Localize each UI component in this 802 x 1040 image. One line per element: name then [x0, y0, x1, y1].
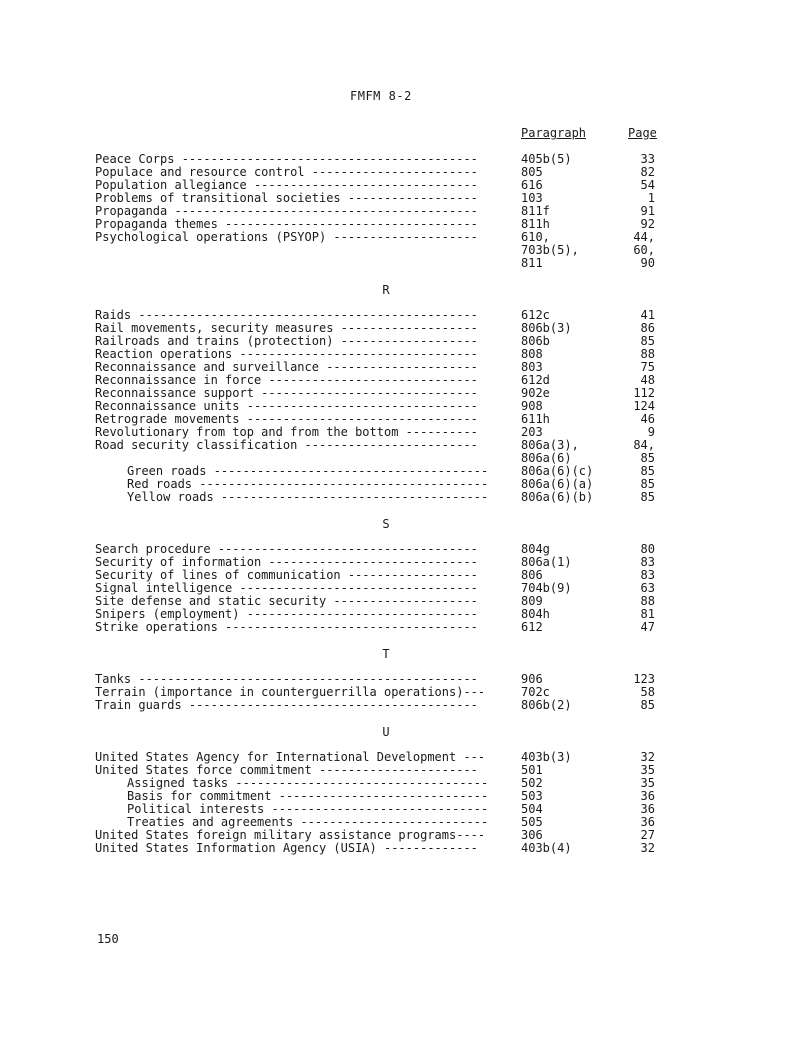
page-ref: 85 [640, 477, 655, 491]
page-ref: 85 [640, 698, 655, 712]
paragraph-ref: 403b(3) [521, 750, 572, 764]
paragraph-ref: 902e [521, 386, 550, 400]
paragraph-ref: 806a(1) [521, 555, 572, 569]
paragraph-ref: 503 [521, 789, 543, 803]
paragraph-ref: 806a(6)(c) [521, 464, 594, 478]
index-entry [0, 153, 802, 166]
page-ref: 35 [640, 776, 655, 790]
index-entry [0, 595, 802, 608]
paragraph-ref: 806b [521, 334, 550, 348]
paragraph-ref: 505 [521, 815, 543, 829]
index-term: United States foreign military assistance programs---- [95, 829, 486, 842]
page-ref: 63 [640, 581, 655, 595]
index-entry [0, 569, 802, 582]
page-ref: 9 [647, 425, 655, 439]
index-entry [0, 491, 802, 504]
index-entry [0, 400, 802, 413]
index-entry [0, 816, 802, 829]
paragraph-ref: 908 [521, 399, 543, 413]
index-term: Signal intelligence --------------------------------- [95, 582, 478, 595]
paragraph-ref: 906 [521, 672, 543, 686]
index-entry [0, 218, 802, 231]
paragraph-ref: 612c [521, 308, 550, 322]
page-ref: 58 [640, 685, 655, 699]
index-term: Site defense and static security -------------------- [95, 595, 478, 608]
paragraph-ref: 809 [521, 594, 543, 608]
index-term: Rail movements, security measures ------------------- [95, 322, 478, 335]
index-entry [0, 426, 802, 439]
index-entry [0, 686, 802, 699]
paragraph-ref: 611h [521, 412, 550, 426]
index-entry [0, 322, 802, 335]
index-entry [0, 621, 802, 634]
index-term: Terrain (importance in counterguerrilla operations)--- [95, 686, 486, 699]
index-entry [0, 790, 802, 803]
index-entry [0, 335, 802, 348]
page-ref: 1 [647, 191, 655, 205]
index-term: Populace and resource control ----------------------- [95, 166, 478, 179]
paragraph-ref: 616 [521, 178, 543, 192]
page-ref: 124 [633, 399, 655, 413]
page-ref: 82 [640, 165, 655, 179]
index-term: Yellow roads ------------------------------------- [127, 491, 489, 504]
page-ref: 86 [640, 321, 655, 335]
index-entry [0, 387, 802, 400]
page-ref: 91 [640, 204, 655, 218]
index-entry [0, 192, 802, 205]
index-entry [0, 361, 802, 374]
index-entry [0, 413, 802, 426]
index-entry [0, 842, 802, 855]
index-term: Tanks ----------------------------------------------- [95, 673, 478, 686]
page-ref: 83 [640, 568, 655, 582]
index-entry [0, 452, 802, 465]
index-term: Population allegiance ------------------------------- [95, 179, 478, 192]
page-ref: 46 [640, 412, 655, 426]
page-ref: 112 [633, 386, 655, 400]
paragraph-ref: 806 [521, 568, 543, 582]
index-entry [0, 348, 802, 361]
paragraph-ref: 612 [521, 620, 543, 634]
index-term: United States force commitment ---------------------- [95, 764, 478, 777]
paragraph-ref: 504 [521, 802, 543, 816]
paragraph-ref: 806b(2) [521, 698, 572, 712]
paragraph-ref: 806a(6)(b) [521, 490, 594, 504]
paragraph-ref: 704b(9) [521, 581, 572, 595]
index-entry [0, 777, 802, 790]
paragraph-ref: 806a(3), [521, 438, 579, 452]
index-term: Security of information ----------------------------- [95, 556, 478, 569]
index-entry [0, 244, 802, 257]
index-entry [0, 309, 802, 322]
page-ref: 32 [640, 750, 655, 764]
page-ref: 35 [640, 763, 655, 777]
index-entry [0, 608, 802, 621]
page-ref: 85 [640, 451, 655, 465]
page-ref: 80 [640, 542, 655, 556]
page-ref: 48 [640, 373, 655, 387]
index-term: Reconnaissance in force ----------------------------- [95, 374, 478, 387]
page-ref: 90 [640, 256, 655, 270]
page-ref: 84, [633, 438, 655, 452]
paragraph-ref: 610, [521, 230, 550, 244]
page-ref: 88 [640, 594, 655, 608]
index-term: Treaties and agreements -------------------------- [127, 816, 489, 829]
page-ref: 83 [640, 555, 655, 569]
paragraph-ref: 702c [521, 685, 550, 699]
page-ref: 81 [640, 607, 655, 621]
index-term: United States Agency for International Development --- [95, 751, 486, 764]
page-ref: 36 [640, 815, 655, 829]
page-ref: 85 [640, 464, 655, 478]
section-letter: R [382, 283, 390, 297]
page-ref: 123 [633, 672, 655, 686]
page-ref: 33 [640, 152, 655, 166]
index-term: Peace Corps ----------------------------------------- [95, 153, 478, 166]
page-ref: 36 [640, 802, 655, 816]
paragraph-ref: 612d [521, 373, 550, 387]
paragraph-ref: 405b(5) [521, 152, 572, 166]
section-letter: T [382, 647, 390, 661]
page-number: 150 [97, 932, 119, 946]
page-ref: 44, [633, 230, 655, 244]
paragraph-ref: 502 [521, 776, 543, 790]
index-term: Assigned tasks ----------------------------------- [127, 777, 489, 790]
page-ref: 85 [640, 334, 655, 348]
index-term: Basis for commitment ----------------------------- [127, 790, 489, 803]
page-ref: 32 [640, 841, 655, 855]
page-ref: 54 [640, 178, 655, 192]
index-entry [0, 257, 802, 270]
index-entry [0, 478, 802, 491]
paragraph-ref: 804g [521, 542, 550, 556]
paragraph-ref: 103 [521, 191, 543, 205]
index-term: Search procedure ------------------------------------ [95, 543, 478, 556]
paragraph-ref: 806a(6) [521, 451, 572, 465]
index-term: Snipers (employment) -------------------------------- [95, 608, 478, 621]
index-term: Reconnaissance units -------------------------------- [95, 400, 478, 413]
paragraph-ref: 403b(4) [521, 841, 572, 855]
index-entry [0, 543, 802, 556]
index-entry [0, 205, 802, 218]
index-entry [0, 803, 802, 816]
page-ref: 85 [640, 490, 655, 504]
paragraph-ref: 804h [521, 607, 550, 621]
page-ref: 92 [640, 217, 655, 231]
index-term: Propaganda ------------------------------------------ [95, 205, 478, 218]
index-entry [0, 179, 802, 192]
index-entry [0, 231, 802, 244]
paragraph-ref: 805 [521, 165, 543, 179]
paragraph-ref: 306 [521, 828, 543, 842]
page-ref: 60, [633, 243, 655, 257]
index-term: Problems of transitional societies ------------------ [95, 192, 478, 205]
index-entry [0, 465, 802, 478]
paragraph-ref: 501 [521, 763, 543, 777]
index-term: Political interests ------------------------------ [127, 803, 489, 816]
index-term: Railroads and trains (protection) ------------------- [95, 335, 478, 348]
index-entry [0, 374, 802, 387]
index-entry [0, 699, 802, 712]
section-letter: S [382, 517, 390, 531]
index-term: Psychological operations (PSYOP) -------------------- [95, 231, 478, 244]
index-entry [0, 166, 802, 179]
index-term: Revolutionary from top and from the bottom ---------- [95, 426, 478, 439]
index-entry [0, 582, 802, 595]
index-term: Propaganda themes ----------------------------------- [95, 218, 478, 231]
page-ref: 75 [640, 360, 655, 374]
index-entry [0, 764, 802, 777]
index-term: Green roads -------------------------------------- [127, 465, 489, 478]
index-term: United States Information Agency (USIA) ------------- [95, 842, 478, 855]
index-term: Strike operations ----------------------------------- [95, 621, 478, 634]
page-ref: 41 [640, 308, 655, 322]
index-term: Raids ----------------------------------------------- [95, 309, 478, 322]
page-ref: 88 [640, 347, 655, 361]
page-column-header: Page [628, 126, 657, 140]
section-letter: U [382, 725, 390, 739]
index-term: Reconnaissance support ------------------------------ [95, 387, 478, 400]
index-entry [0, 673, 802, 686]
index-term: Security of lines of communication ------------------ [95, 569, 478, 582]
paragraph-ref: 703b(5), [521, 243, 579, 257]
paragraph-ref: 803 [521, 360, 543, 374]
paragraph-ref: 811f [521, 204, 550, 218]
paragraph-ref: 811h [521, 217, 550, 231]
paragraph-ref: 203 [521, 425, 543, 439]
paragraph-ref: 806b(3) [521, 321, 572, 335]
index-term: Train guards ---------------------------------------- [95, 699, 478, 712]
page-ref: 47 [640, 620, 655, 634]
index-entry [0, 751, 802, 764]
paragraph-ref: 811 [521, 256, 543, 270]
index-term: Red roads ---------------------------------------- [127, 478, 489, 491]
page-ref: 27 [640, 828, 655, 842]
index-term: Road security classification ------------------------ [95, 439, 478, 452]
paragraph-ref: 808 [521, 347, 543, 361]
index-entry [0, 439, 802, 452]
index-entry [0, 556, 802, 569]
index-term: Reconnaissance and surveillance --------------------- [95, 361, 478, 374]
index-term: Retrograde movements -------------------------------- [95, 413, 478, 426]
page-header: FMFM 8-2 [350, 89, 412, 103]
index-entry [0, 829, 802, 842]
index-term: Reaction operations --------------------------------- [95, 348, 478, 361]
paragraph-column-header: Paragraph [521, 126, 587, 140]
page-ref: 36 [640, 789, 655, 803]
paragraph-ref: 806a(6)(a) [521, 477, 594, 491]
